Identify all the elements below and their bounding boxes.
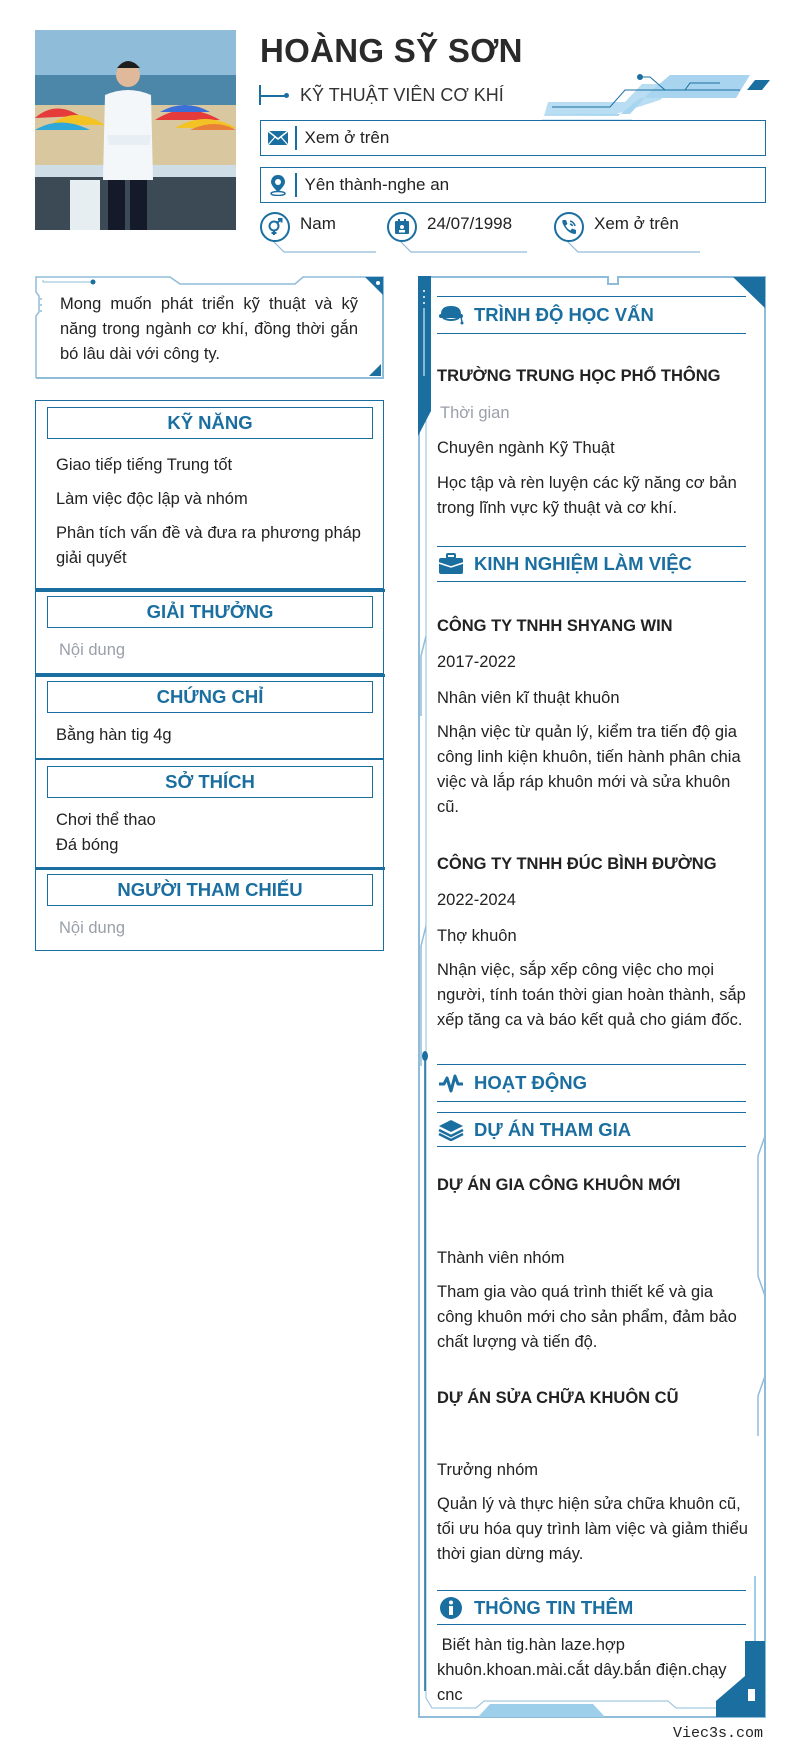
birthday-value: 24/07/1998 <box>427 214 513 233</box>
profile-photo <box>35 30 236 230</box>
project-name: DỰ ÁN SỬA CHỮA KHUÔN CŨ <box>437 1389 679 1407</box>
job-title: KỸ THUẬT VIÊN CƠ KHÍ <box>300 84 504 105</box>
additional-info-title: THÔNG TIN THÊM <box>474 1596 634 1618</box>
email-field[interactable] <box>260 120 766 156</box>
gender-value: Nam <box>300 214 336 233</box>
references-placeholder: Nội dung <box>59 919 126 937</box>
main-column <box>418 276 766 1718</box>
address-field[interactable] <box>260 167 766 203</box>
job-company: CÔNG TY TNHH SHYANG WIN <box>437 617 673 635</box>
divider <box>295 173 297 197</box>
envelope-icon <box>261 130 295 146</box>
calendar-icon <box>387 212 417 242</box>
career-objective <box>35 276 384 380</box>
circuit-decoration <box>540 70 775 125</box>
graduation-cap-icon <box>437 303 465 327</box>
experience-heading <box>437 546 746 582</box>
objective-text: Mong muốn phát triển kỹ thuật và kỹ năng trong ngành cơ khí, đồng thời gắn bó lâu dài với công ty. <box>60 295 358 363</box>
awards-placeholder: Nội dung <box>59 641 126 659</box>
job-description: Nhận việc từ quản lý, kiểm tra tiến độ gia công linh kiện khuôn, tiến hành phân chia việc và lắp ráp khuôn mới và sửa khuôn cũ. <box>437 723 741 816</box>
activity-pulse-icon <box>437 1071 465 1095</box>
project-role: Thành viên nhóm <box>437 1249 565 1267</box>
project-name: DỰ ÁN GIA CÔNG KHUÔN MỚI <box>437 1176 681 1194</box>
project-role: Trưởng nhóm <box>437 1461 539 1479</box>
hobbies-heading: SỞ THÍCH <box>47 766 373 798</box>
candidate-name: HOÀNG SỸ SƠN <box>260 32 523 69</box>
job-period: 2022-2024 <box>437 891 516 909</box>
education-description: Học tập và rèn luyện các kỹ năng cơ bản trong lĩnh vực kỹ thuật và cơ khí. <box>437 474 737 517</box>
phone-icon <box>554 212 584 242</box>
email-value: Xem ở trên <box>304 128 390 147</box>
additional-info-text: Biết hàn tig.hàn laze.hợp khuôn.khoan.mài.cắt dây.bắn điện.chạy cnc <box>437 1636 732 1704</box>
hobby-item: Đá bóng <box>56 836 119 854</box>
education-time-placeholder: Thời gian <box>440 404 510 422</box>
job-company: CÔNG TY TNHH ĐÚC BÌNH ĐƯỜNG <box>437 855 717 873</box>
skills-section <box>35 400 384 589</box>
certificates-section <box>35 674 384 759</box>
job-title-row <box>259 83 504 107</box>
awards-section <box>35 589 384 674</box>
activities-title: HOẠT ĐỘNG <box>474 1072 588 1093</box>
experience-title: KINH NGHIỆM LÀM VIỆC <box>474 553 692 574</box>
activities-heading <box>437 1064 746 1102</box>
job-position: Nhân viên kĩ thuật khuôn <box>437 689 620 707</box>
school-name: TRƯỜNG TRUNG HỌC PHỔ THÔNG <box>437 367 721 385</box>
education-title: TRÌNH ĐỘ HỌC VẤN <box>474 304 654 325</box>
projects-title: DỰ ÁN THAM GIA <box>474 1118 632 1140</box>
references-section <box>35 867 384 951</box>
projects-heading <box>437 1112 746 1147</box>
briefcase-icon <box>437 552 465 576</box>
certificates-heading: CHỨNG CHỈ <box>47 681 373 713</box>
job-position: Thợ khuôn <box>437 927 517 945</box>
hobbies-section <box>35 759 384 868</box>
divider <box>295 126 297 150</box>
job-period: 2017-2022 <box>437 653 516 671</box>
skills-heading: KỸ NĂNG <box>47 407 373 439</box>
skill-item: Làm việc độc lập và nhóm <box>56 490 248 508</box>
gender-icon <box>260 212 290 242</box>
gender-info <box>260 210 370 254</box>
phone-value: Xem ở trên <box>594 214 679 233</box>
skill-item: Phân tích vấn đề và đưa ra phương pháp giải quyết <box>56 524 361 567</box>
references-heading: NGƯỜI THAM CHIẾU <box>47 874 373 906</box>
project-description: Quản lý và thực hiện sửa chữa khuôn cũ, tối ưu hóa quy trình làm việc và giảm thiểu thời gian dừng máy. <box>437 1495 748 1563</box>
hobby-item: Chơi thể thao <box>56 811 156 829</box>
certificate-item: Bằng hàn tig 4g <box>56 726 172 744</box>
education-heading <box>437 296 746 334</box>
info-icon <box>437 1596 465 1620</box>
phone-info <box>554 210 694 254</box>
skill-item: Giao tiếp tiếng Trung tốt <box>56 456 233 474</box>
project-description: Tham gia vào quá trình thiết kế và gia công khuôn mới cho sản phẩm, đảm bảo chất lượng và tiến độ. <box>437 1283 737 1351</box>
birthday-info <box>387 210 527 254</box>
additional-info-heading <box>437 1590 746 1625</box>
awards-heading: GIẢI THƯỞNG <box>47 596 373 628</box>
education-major: Chuyên ngành Kỹ Thuật <box>437 439 615 457</box>
job-description: Nhận việc, sắp xếp công việc cho mọi người, tính toán thời gian hoàn thành, sắp xếp tăng ca và báo kết quả cho giám đốc. <box>437 961 746 1029</box>
watermark: Viec3s.com <box>673 1725 764 1742</box>
title-connector-icon <box>259 85 291 105</box>
layers-icon <box>437 1118 465 1142</box>
map-pin-icon <box>261 174 295 196</box>
address-value: Yên thành-nghe an <box>304 175 450 194</box>
